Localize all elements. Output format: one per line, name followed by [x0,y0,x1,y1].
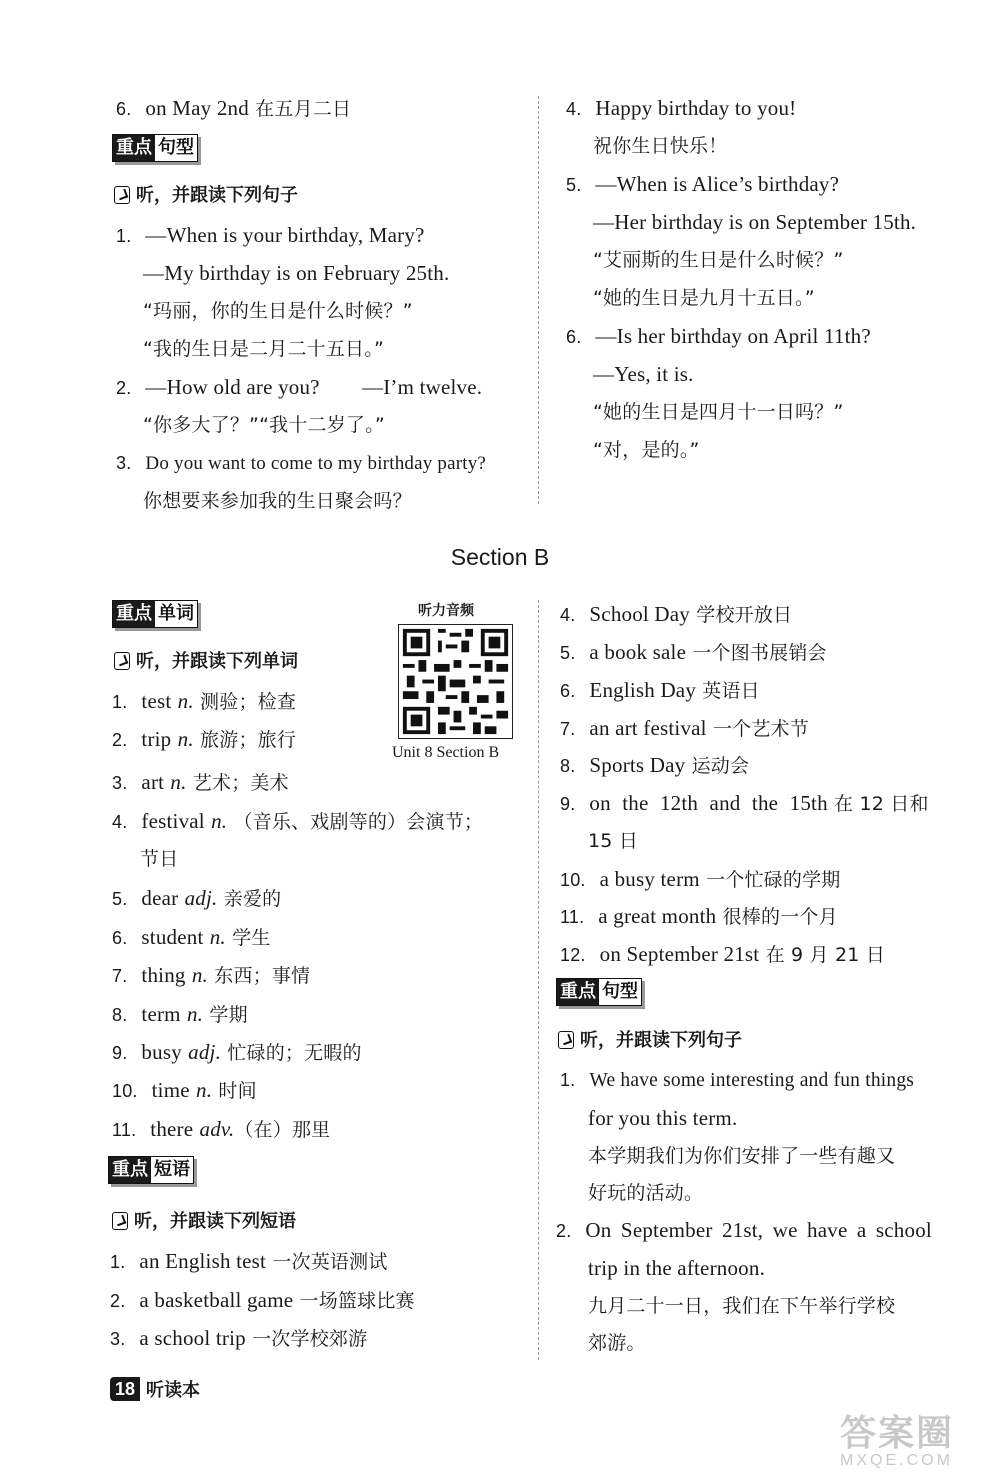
item-number: 8. [560,756,576,776]
word-chinese: 忙碌的；无暇的 [227,1042,362,1064]
sentence-chinese: 你想要来参加我的生日聚会吗？ [143,490,412,512]
word-english: there [150,1117,194,1141]
phrase-chinese: 一个图书展销会 [692,642,827,664]
phrase-chinese: 在 12 日和 [834,793,929,815]
item-number: 2. [110,1291,126,1311]
phrase-english: School Day [589,602,690,626]
instruction-text: 听，并跟读下列句子 [580,1030,742,1051]
word-pos: n. [170,770,187,794]
word-item [112,770,289,795]
phrase-item [116,96,351,121]
listen-icon [112,1212,128,1230]
word-chinese: 学生 [232,927,271,949]
listen-icon [558,1031,574,1049]
word-chinese: （在）那里 [234,1119,331,1141]
word-pos: n. [186,1002,204,1026]
item-number: 5. [566,175,582,195]
instruction [558,1029,742,1053]
word-chinese: 艺术；美术 [192,772,289,794]
sentence-english: —Is her birthday on April 11th? [595,324,871,348]
sentence-english: —When is your birthday, Mary? [145,223,425,247]
sentence-chinese: “我的生日是二月二十五日。” [143,338,384,360]
word-english: time [151,1078,190,1102]
sentence-english: —When is Alice’s birthday? [595,172,840,196]
phrase-chinese: 一个艺术节 [712,718,809,740]
item-number: 1. [112,692,128,712]
phrase-item [560,942,885,967]
word-pos: n. [211,809,228,833]
sentence-chinese: 郊游。 [588,1332,646,1354]
word-chinese: 东西；事情 [214,965,311,987]
phrase-english: a great month [598,904,717,928]
item-number: 3. [116,453,132,473]
word-item [112,1117,330,1142]
item-number: 11. [560,907,585,927]
phrase-chinese: 学校开放日 [696,604,793,626]
sentence-chinese: 祝你生日快乐！ [593,135,728,157]
item-number: 6. [116,99,132,119]
item-number: 2. [556,1221,572,1241]
sentence-english: —Her birthday is on September 15th. [593,210,917,234]
phrase-english: a basketball game [139,1288,294,1312]
instruction [114,184,298,208]
phrase-item [560,602,792,627]
word-pos: n. [209,925,226,949]
phrase-item [560,716,809,741]
sentence-chinese: “玛丽，你的生日是什么时候？” [143,300,413,322]
word-chinese: 节日 [140,848,179,870]
instruction-text: 听，并跟读下列短语 [134,1211,296,1232]
word-item [112,1078,257,1103]
word-english: art [141,770,165,794]
sentence-chinese: “你多大了？”“我十二岁了。” [143,414,385,436]
phrase-chinese: 一次学校郊游 [252,1328,368,1350]
sentence-1 [560,1068,914,1093]
phrase-english: English Day [589,678,697,702]
sentence-english: for you this term. [588,1106,738,1130]
sentence-english: Happy birthday to you! [595,96,797,120]
sentence-english: —Yes, it is. [593,362,694,386]
word-english: student [141,925,204,949]
column-divider [538,600,539,1360]
item-number: 1. [560,1070,576,1090]
sentence-chinese: “艾丽斯的生日是什么时候？” [593,249,844,271]
instruction [112,1210,296,1234]
sentence-1 [116,223,425,248]
word-item [112,809,483,834]
phrase-item [560,791,929,816]
badge-dark-text: 重点 [109,1157,151,1183]
item-number: 3. [110,1329,126,1349]
badge-light-text: 句型 [599,979,641,1005]
sentence-3 [116,451,486,476]
phrase-chinese: 很棒的一个月 [722,906,838,928]
phrase-chinese: 在五月二日 [255,98,352,120]
watermark-url: MXQE.COM [840,1452,953,1469]
word-english: trip [141,727,172,751]
item-number: 4. [566,99,582,119]
item-number: 11. [112,1120,137,1140]
badge-dark-text: 重点 [113,601,155,627]
section-badge-phrases [108,1156,194,1184]
column-divider [538,96,539,504]
item-number: 10. [560,870,586,890]
item-number: 6. [112,928,128,948]
section-badge-sentences [112,134,198,162]
phrase-item [560,904,838,929]
phrase-english: a book sale [589,640,687,664]
item-number: 2. [112,730,128,750]
sentence-english: Do you want to come to my birthday party? [145,453,487,474]
word-chinese: （音乐、戏剧等的）会演节； [233,811,484,833]
badge-dark-text: 重点 [557,979,599,1005]
phrase-english: an art festival [589,716,707,740]
item-number: 4. [112,812,128,832]
sentence-chinese: 九月二十一日，我们在下午举行学校 [588,1295,896,1317]
word-english: dear [141,886,179,910]
word-item [112,963,310,988]
page-footer [110,1377,200,1401]
phrase-english: on the 12th and the 15th [589,791,828,815]
word-chinese: 时间 [218,1080,257,1102]
word-english: busy [141,1040,182,1064]
sentence-chinese: “她的生日是九月十五日。” [593,287,815,309]
qr-code-icon [399,625,512,738]
word-chinese: 亲爱的 [223,888,282,910]
phrase-chinese: 英语日 [702,680,760,702]
badge-light-text: 句型 [155,135,197,161]
sentence-chinese: “对，是的。” [593,439,700,461]
item-number: 3. [112,773,128,793]
sentence-english: On September 21st, we have a school [585,1218,932,1242]
sentence-6 [566,324,871,349]
phrase-chinese: 一场篮球比赛 [299,1290,415,1312]
section-badge-sentences [556,978,642,1006]
word-pos: adj. [188,1040,222,1064]
item-number: 4. [560,605,576,625]
phrase-item [560,678,760,703]
item-number: 7. [112,966,128,986]
sentence-2 [116,375,320,400]
phrase-item [560,753,749,778]
word-english: test [141,689,172,713]
qr-caption: Unit 8 Section B [392,744,500,761]
word-english: term [141,1002,181,1026]
item-number: 10. [112,1081,138,1101]
sentence-5 [566,172,839,197]
word-pos: n. [177,727,194,751]
word-pos: adv. [199,1117,235,1141]
word-item [112,1040,362,1065]
book-name: 听读本 [146,1380,201,1401]
phrase-english: a school trip [139,1326,246,1350]
phrase-english: on May 2nd [145,96,249,120]
phrase-chinese: 15 日 [588,830,639,852]
word-item [112,727,296,752]
listen-icon [114,652,130,670]
item-number: 1. [110,1252,126,1272]
phrase-chinese: 一次英语测试 [272,1251,388,1273]
item-number: 6. [560,681,576,701]
sentence-4 [566,96,796,121]
listen-icon [114,186,130,204]
item-number: 12. [560,945,586,965]
item-number: 8. [112,1005,128,1025]
word-item [112,886,281,911]
word-pos: n. [177,689,194,713]
word-item [112,689,296,714]
badge-light-text: 单词 [155,601,197,627]
word-pos: adj. [184,886,218,910]
item-number: 2. [116,378,132,398]
section-badge-words [112,600,198,628]
item-number: 6. [566,327,582,347]
section-title: Section B [450,544,550,570]
badge-light-text: 短语 [151,1157,193,1183]
phrase-english: on September 21st [599,942,760,966]
word-item [112,1002,248,1027]
sentence-english: —I’m twelve. [362,375,483,399]
item-number: 9. [112,1043,128,1063]
item-number: 7. [560,719,576,739]
phrase-item [560,867,840,892]
watermark [840,1405,954,1470]
phrase-item [560,640,827,665]
word-pos: n. [191,963,208,987]
item-number: 5. [112,889,128,909]
phrase-english: Sports Day [589,753,686,777]
word-chinese: 学期 [209,1004,248,1026]
word-item [112,925,271,950]
qr-title: 听力音频 [418,603,474,619]
phrase-item [110,1326,367,1351]
word-english: festival [141,809,205,833]
badge-dark-text: 重点 [113,135,155,161]
word-pos: n. [196,1078,213,1102]
phrase-item [110,1249,388,1274]
phrase-chinese: 在 9 月 21 日 [765,944,886,966]
sentence-chinese: 本学期我们为你们安排了一些有趣又 [588,1145,896,1167]
sentence-english: trip in the afternoon. [588,1256,766,1280]
word-chinese: 旅游；旅行 [200,729,297,751]
sentence-english: —My birthday is on February 25th. [143,261,450,285]
phrase-english: a busy term [599,867,700,891]
phrase-chinese: 运动会 [691,755,750,777]
page-number: 18 [110,1377,140,1401]
instruction [114,650,298,674]
qr-code[interactable] [398,624,513,739]
instruction-text: 听，并跟读下列句子 [136,185,298,206]
sentence-2 [556,1218,932,1243]
sentence-chinese: “她的生日是四月十一日吗？” [593,401,844,423]
phrase-item [110,1288,415,1313]
word-english: thing [141,963,186,987]
item-number: 1. [116,226,132,246]
item-number: 9. [560,794,576,814]
phrase-english: an English test [139,1249,267,1273]
item-number: 5. [560,643,576,663]
sentence-english: We have some interesting and fun things [589,1070,915,1091]
sentence-chinese: 好玩的活动。 [588,1182,704,1204]
phrase-chinese: 一个忙碌的学期 [706,869,841,891]
sentence-english: —How old are you? [145,375,320,399]
watermark-text: 答案圈 [840,1413,955,1454]
instruction-text: 听，并跟读下列单词 [136,651,298,672]
word-chinese: 测验；检查 [200,691,297,713]
